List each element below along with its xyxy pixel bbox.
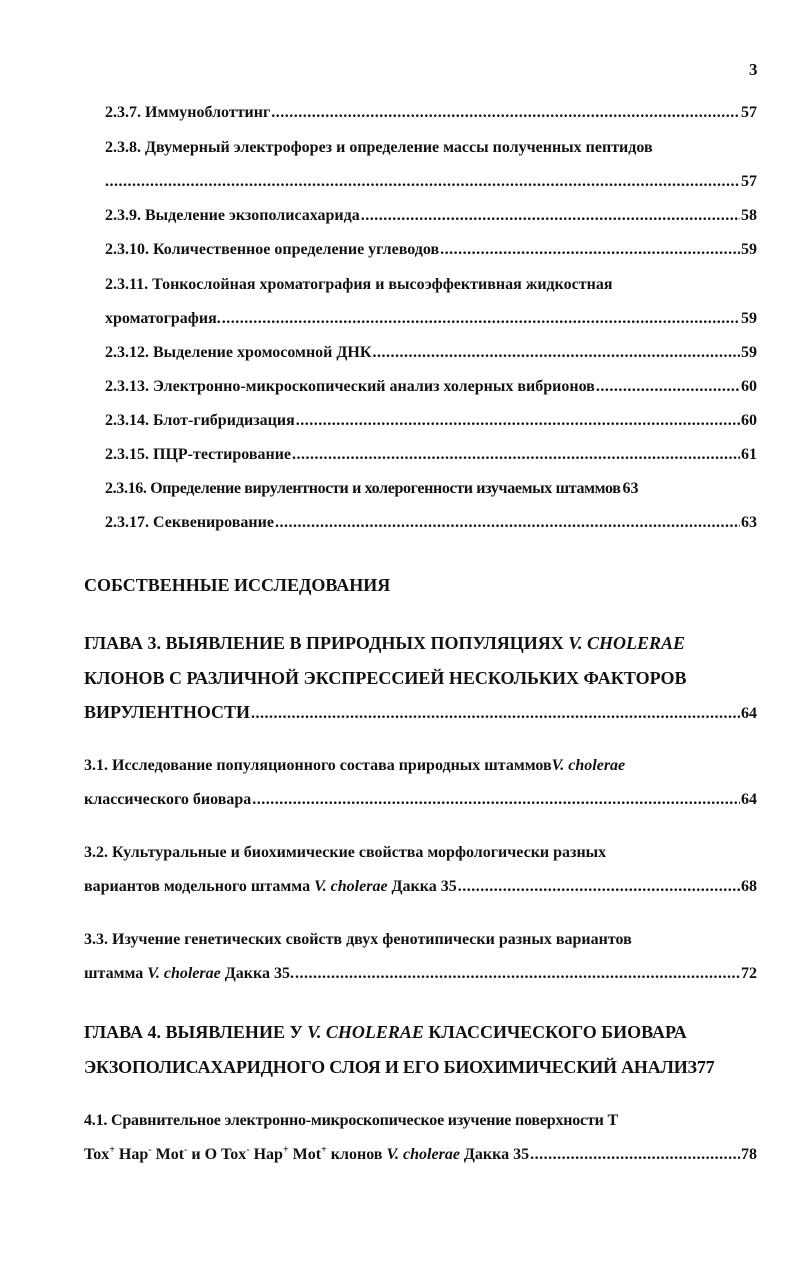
toc-entry[interactable] [84, 756, 625, 776]
superscript: - [184, 1144, 188, 1156]
toc-entry-title: 2.3.14. Блот-гибридизация [105, 412, 295, 429]
superscript: + [109, 1144, 115, 1156]
toc-entry-title: 2.3.12. Выделение хромосомной ДНК [105, 344, 372, 361]
toc-entry[interactable] [105, 377, 757, 397]
superscript: + [282, 1144, 289, 1156]
leader-dots [372, 343, 740, 363]
chapter3-title-line2: КЛОНОВ С РАЗЛИЧНОЙ ЭКСПРЕССИЕЙ НЕСКОЛЬКИХ ФАКТОРОВ [84, 668, 687, 688]
chapter4-title-line2[interactable]: ЭКЗОПОЛИСАХАРИДНОГО СЛОЯ И ЕГО БИОХИМИЧЕСКИЙ АНАЛИЗ77 [84, 1057, 715, 1077]
leader-dots [251, 704, 740, 724]
text: Дакка 35 [387, 878, 457, 895]
toc-entry-page: 61 [741, 446, 757, 463]
toc-entry-page: 57 [741, 173, 757, 190]
toc-entry-continuation[interactable] [84, 877, 757, 897]
toc-entry-page: 60 [741, 412, 757, 429]
leader-dots [275, 513, 740, 533]
toc-entry-title: 2.3.11. Тонкослойная хроматография и высоэффективная жидкостная [105, 276, 613, 293]
toc-entry-continuation[interactable] [105, 172, 757, 192]
toc-entry-title: 2.3.8. Двумерный электрофорез и определение массы полученных пептидов [105, 139, 653, 156]
text: Tox [84, 1146, 110, 1163]
toc-entry-page: 64 [741, 705, 757, 722]
text: штамма [84, 965, 148, 982]
toc-entry-page: 59 [741, 344, 757, 361]
chapter4-title-text: ГЛАВА 4. ВЫЯВЛЕНИЕ У [84, 1022, 308, 1042]
toc-entry-page: 63 [741, 514, 757, 531]
toc-entry[interactable] [105, 445, 757, 465]
text: вариантов модельного штамма [84, 878, 315, 895]
superscript: + [321, 1144, 327, 1156]
leader-dots [295, 964, 740, 984]
toc-entry-page: 63 [622, 480, 639, 497]
leader-dots [222, 309, 740, 329]
leader-dots [105, 172, 740, 192]
toc-entry-title: 2.3.16. Определение вирулентности и холерогенности изучаемых штаммов [105, 480, 621, 497]
toc-entry-page: 78 [741, 1146, 757, 1163]
toc-entry-page: 57 [741, 104, 757, 121]
toc-entry[interactable] [84, 1111, 618, 1131]
leader-dots [440, 240, 740, 260]
text: Mot [288, 1146, 322, 1163]
species-name: V. CHOLERAE [568, 633, 685, 653]
text: Hap [249, 1146, 283, 1163]
toc-entry-page: 59 [741, 241, 757, 258]
page-number: 3 [749, 60, 758, 79]
toc-entry-title: 2.3.17. Секвенирование [105, 514, 274, 531]
chapter4-title-text: КЛАССИЧЕСКОГО БИОВАРА [423, 1022, 687, 1042]
toc-entry[interactable] [105, 513, 757, 533]
toc-entry[interactable] [105, 411, 757, 431]
toc-entry[interactable] [105, 343, 757, 363]
text: Дакка 35 [459, 1146, 530, 1163]
leader-dots [296, 411, 740, 431]
toc-entry-title: 2.3.13. Электронно-микроскопический анализ холерных вибрионов [105, 378, 595, 395]
toc-entry-page: 59 [741, 310, 757, 327]
toc-entry[interactable] [105, 240, 757, 260]
species-name: V. cholerae [551, 757, 626, 774]
leader-dots [271, 103, 740, 123]
toc-entry[interactable] [105, 479, 757, 499]
toc-entry-title: 2.3.15. ПЦР-тестирование [105, 446, 292, 463]
chapter3-title-line3[interactable] [84, 702, 757, 724]
toc-entry[interactable] [84, 843, 606, 863]
superscript: - [246, 1144, 250, 1156]
toc-entry-continuation[interactable] [84, 1145, 757, 1165]
toc-entry-title: хроматография. [105, 310, 221, 327]
text: Hap [114, 1146, 149, 1163]
chapter4-title-line1[interactable] [84, 1021, 687, 1043]
species-name: V. cholerae [386, 1146, 460, 1163]
toc-entry-page: 68 [741, 878, 757, 895]
toc-entry-title: 2.3.10. Количественное определение углеводов [105, 241, 440, 258]
toc-entry-page: 64 [741, 791, 757, 808]
toc-entry[interactable] [105, 103, 757, 123]
toc-entry-continuation[interactable] [84, 790, 757, 810]
leader-dots [530, 1145, 740, 1165]
toc-entry[interactable] [84, 930, 632, 950]
section-heading: СОБСТВЕННЫЕ ИССЛЕДОВАНИЯ [84, 575, 391, 595]
toc-entry-title [84, 964, 294, 984]
leader-dots [458, 877, 740, 897]
superscript: - [148, 1144, 152, 1156]
toc-entry[interactable] [105, 275, 757, 295]
chapter3-title-text: ГЛАВА 3. ВЫЯВЛЕНИЕ В ПРИРОДНЫХ ПОПУЛЯЦИЯХ [84, 633, 569, 653]
toc-entry-title: 2.3.7. Иммуноблоттинг [105, 104, 271, 121]
chapter3-title-line1[interactable] [84, 632, 685, 654]
leader-dots [596, 377, 740, 397]
toc-entry-title: классического биовара [84, 791, 252, 808]
toc-entry-title [84, 877, 457, 897]
toc-entry-page: 60 [741, 378, 757, 395]
toc-entry-title: 3.2. Культуральные и биохимические свойства морфологически разных [84, 844, 607, 861]
species-name: V. CHOLERAE [307, 1022, 424, 1042]
leader-dots [361, 206, 740, 226]
toc-entry-title: 3.3. Изучение генетических свойств двух фенотипически разных вариантов [84, 931, 632, 948]
toc-entry-continuation[interactable] [105, 309, 757, 329]
toc-entry-title: 2.3.9. Выделение экзополисахарида [105, 207, 360, 224]
text: Mot [151, 1146, 185, 1163]
toc-entry-continuation[interactable] [84, 964, 757, 984]
species-name: V. cholerae [314, 878, 388, 895]
toc-entry-title: ВИРУЛЕНТНОСТИ [84, 702, 251, 722]
leader-dots [252, 790, 740, 810]
text: Дакка 35. [220, 965, 294, 982]
toc-entry-title: 3.1. Исследование популяционного состава природных штаммов [84, 757, 552, 774]
toc-entry-page: 58 [741, 207, 757, 224]
species-name: V. cholerae [147, 965, 221, 982]
toc-entry-title: 4.1. Сравнительное электронно-микроскопическое изучение поверхности Т [84, 1112, 618, 1129]
text: клонов [326, 1146, 387, 1163]
leader-dots [292, 445, 740, 465]
text: и О Tox [187, 1146, 247, 1163]
toc-entry-page: 72 [741, 965, 757, 982]
toc-entry[interactable] [105, 206, 757, 226]
toc-entry-title [84, 1145, 529, 1165]
toc-entry[interactable] [105, 138, 757, 158]
